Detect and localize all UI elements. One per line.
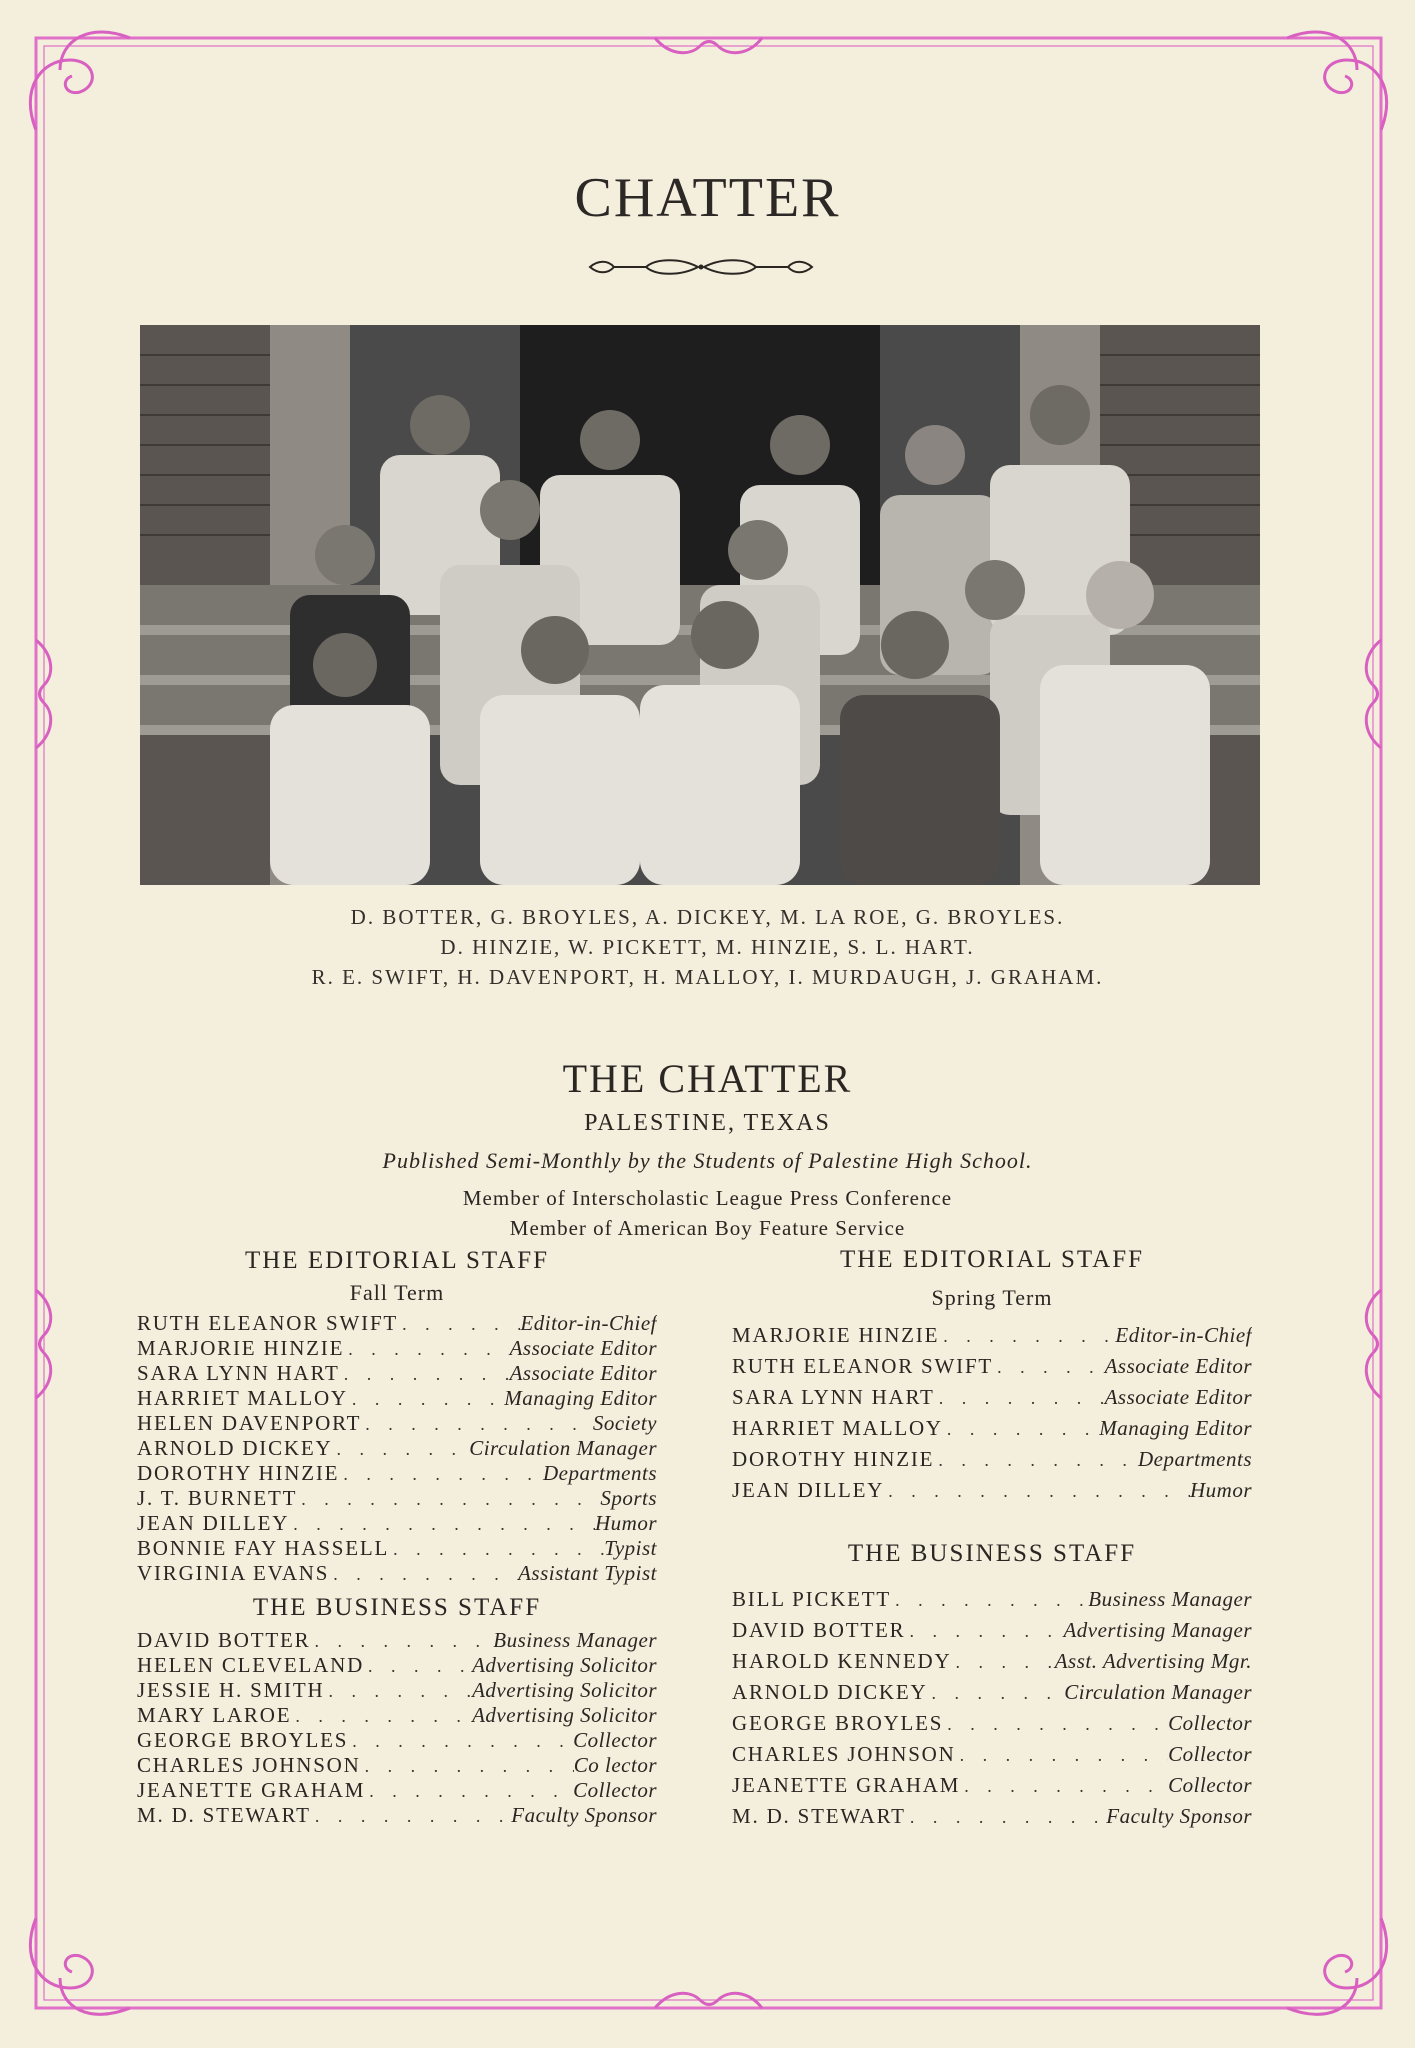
staff-role: Departments [1138,1447,1252,1471]
staff-name: SARA LYNN HART [732,1385,935,1409]
leader-dots [935,1383,1105,1413]
staff-row [137,1311,657,1336]
leader-dots [389,1537,604,1561]
staff-name: DOROTHY HINZIE [137,1461,340,1485]
staff-role: Sports [600,1486,657,1510]
leader-dots [398,1312,520,1336]
staff-role: Business Manager [493,1628,657,1652]
staff-name: GEORGE BROYLES [137,1728,349,1752]
leader-dots [361,1412,593,1436]
staff-row [732,1770,1252,1801]
staff-name: CHARLES JOHNSON [732,1742,956,1766]
membership-line-1: Member of Interscholastic League Press Conference [462,1186,953,1210]
staff-role: Departments [543,1461,657,1485]
leader-dots [956,1740,1169,1770]
staff-name: ARNOLD DICKEY [137,1436,333,1460]
membership-line-2: Member of American Boy Feature Service [509,1216,906,1240]
publication-name: THE CHATTER [562,1056,853,1101]
leader-dots [364,1654,472,1678]
staff-row [732,1351,1252,1382]
term-label-fall: Fall Term [349,1280,445,1305]
leader-dots [906,1802,1106,1832]
publication-place: PALESTINE, TEXAS [584,1110,831,1136]
leader-dots [960,1771,1168,1801]
staff-row [137,1461,657,1486]
leader-dots [951,1647,1054,1677]
leader-dots [329,1562,518,1586]
staff-role: Collector [1168,1711,1252,1735]
staff-role: Associate Editor [509,1361,657,1385]
leader-dots [348,1387,504,1411]
staff-role: Managing Editor [504,1386,657,1410]
staff-row [137,1561,657,1586]
staff-name: DAVID BOTTER [137,1628,311,1652]
staff-name: HARRIET MALLOY [137,1386,348,1410]
editorial-staff-heading-fall: THE EDITORIAL STAFF [244,1247,550,1274]
fall-editorial-staff-list [137,1311,657,1586]
staff-row [137,1728,657,1753]
staff-name: DOROTHY HINZIE [732,1447,935,1471]
staff-row [137,1753,657,1778]
staff-row [732,1677,1252,1708]
staff-role: Advertising Manager [1063,1618,1252,1642]
staff-role: Faculty Sponsor [511,1803,657,1827]
staff-row [137,1436,657,1461]
staff-name: CHARLES JOHNSON [137,1753,361,1777]
staff-row [732,1615,1252,1646]
photo-caption-line-1: D. BOTTER, G. BROYLES, A. DICKEY, M. LA ROE, G. BROYLES. [350,905,1065,929]
leader-dots [905,1616,1063,1646]
staff-row [732,1646,1252,1677]
staff-row [137,1336,657,1361]
leader-dots [943,1414,1099,1444]
staff-role: Collector [573,1728,657,1752]
leader-dots [934,1445,1138,1475]
staff-role: Humor [594,1511,657,1535]
staff-role: Asst. Advertising Mgr. [1054,1649,1252,1673]
staff-name: J. T. BURNETT [137,1486,298,1510]
leader-dots [884,1476,1190,1506]
leader-dots [339,1462,543,1486]
publication-frequency: Published Semi-Monthly by the Students of Palestine High School. [382,1148,1033,1173]
staff-role: Society [592,1411,657,1435]
spring-business-staff-list [732,1584,1252,1832]
staff-role: Associate Editor [1104,1385,1252,1409]
staff-role: Collector [1168,1773,1252,1797]
staff-name: HARRIET MALLOY [732,1416,943,1440]
staff-row [137,1361,657,1386]
staff-role: Circulation Manager [1064,1680,1252,1704]
staff-row [732,1584,1252,1615]
staff-name: M. D. STEWART [137,1803,311,1827]
leader-dots [939,1321,1115,1351]
leader-dots [891,1585,1088,1615]
page-title: CHATTER [574,167,841,229]
staff-role: Typist [604,1536,657,1560]
staff-row [137,1511,657,1536]
staff-row [732,1444,1252,1475]
leader-dots [927,1678,1064,1708]
staff-row [732,1708,1252,1739]
spring-editorial-staff-list [732,1320,1252,1506]
staff-role: Collector [573,1778,657,1802]
leader-dots [324,1679,472,1703]
staff-name: JEAN DILLEY [137,1511,290,1535]
staff-name: DAVID BOTTER [732,1618,906,1642]
staff-row [137,1386,657,1411]
leader-dots [993,1352,1105,1382]
staff-role: Collector [1168,1742,1252,1766]
staff-row [137,1703,657,1728]
staff-name: BILL PICKETT [732,1587,892,1611]
staff-name: RUTH ELEANOR SWIFT [732,1354,994,1378]
staff-row [137,1653,657,1678]
leader-dots [344,1337,509,1361]
staff-name: HELEN DAVENPORT [137,1411,362,1435]
editorial-staff-heading-spring: THE EDITORIAL STAFF [839,1246,1145,1273]
staff-name: JESSIE H. SMITH [137,1678,325,1702]
staff-name: MARJORIE HINZIE [732,1323,940,1347]
staff-name: M. D. STEWART [732,1804,906,1828]
leader-dots [311,1804,511,1828]
staff-row [137,1678,657,1703]
leader-dots [289,1512,595,1536]
business-staff-heading-spring: THE BUSINESS STAFF [847,1540,1137,1567]
leader-dots [297,1487,600,1511]
staff-role: Advertising Solicitor [472,1703,657,1727]
term-label-spring: Spring Term [931,1285,1053,1310]
photo-caption-line-3: R. E. SWIFT, H. DAVENPORT, H. MALLOY, I. MURDAUGH, J. GRAHAM. [311,965,1104,989]
staff-row [732,1382,1252,1413]
leader-dots [361,1754,574,1778]
leader-dots [943,1709,1168,1739]
leader-dots [348,1729,573,1753]
leader-dots [291,1704,472,1728]
staff-row [137,1536,657,1561]
staff-role: Circulation Manager [469,1436,657,1460]
staff-row [732,1413,1252,1444]
staff-role: Co lector [573,1753,657,1777]
staff-name: JEANETTE GRAHAM [732,1773,961,1797]
staff-name: ARNOLD DICKEY [732,1680,928,1704]
leader-dots [332,1437,469,1461]
staff-role: Faculty Sponsor [1106,1804,1252,1828]
group-photo [140,325,1260,885]
staff-row [137,1803,657,1828]
business-staff-heading-fall: THE BUSINESS STAFF [252,1594,542,1621]
staff-role: Editor-in-Chief [1115,1323,1252,1347]
staff-name: GEORGE BROYLES [732,1711,944,1735]
staff-name: HAROLD KENNEDY [732,1649,952,1673]
fall-business-staff-list [137,1628,657,1828]
staff-role: Assistant Typist [518,1561,657,1585]
title-ornament [586,252,816,282]
staff-name: JEANETTE GRAHAM [137,1778,366,1802]
staff-name: MARJORIE HINZIE [137,1336,345,1360]
staff-row [732,1320,1252,1351]
staff-row [732,1475,1252,1506]
staff-row [732,1801,1252,1832]
photo-caption-line-2: D. HINZIE, W. PICKETT, M. HINZIE, S. L. HART. [440,935,975,959]
staff-row [137,1778,657,1803]
staff-name: BONNIE FAY HASSELL [137,1536,390,1560]
staff-name: MARY LAROE [137,1703,292,1727]
staff-row [137,1628,657,1653]
staff-role: Advertising Solicitor [472,1653,657,1677]
staff-role: Editor-in-Chief [520,1311,657,1335]
staff-role: Managing Editor [1099,1416,1252,1440]
staff-role: Advertising Solicitor [472,1678,657,1702]
leader-dots [310,1629,493,1653]
staff-role: Associate Editor [1104,1354,1252,1378]
staff-name: RUTH ELEANOR SWIFT [137,1311,399,1335]
staff-row [137,1486,657,1511]
staff-name: JEAN DILLEY [732,1478,885,1502]
staff-role: Humor [1189,1478,1252,1502]
staff-row [732,1739,1252,1770]
staff-role: Business Manager [1088,1587,1252,1611]
staff-name: HELEN CLEVELAND [137,1653,365,1677]
staff-name: SARA LYNN HART [137,1361,340,1385]
leader-dots [340,1362,510,1386]
staff-row [137,1411,657,1436]
leader-dots [365,1779,573,1803]
staff-name: VIRGINIA EVANS [137,1561,330,1585]
staff-role: Associate Editor [509,1336,657,1360]
